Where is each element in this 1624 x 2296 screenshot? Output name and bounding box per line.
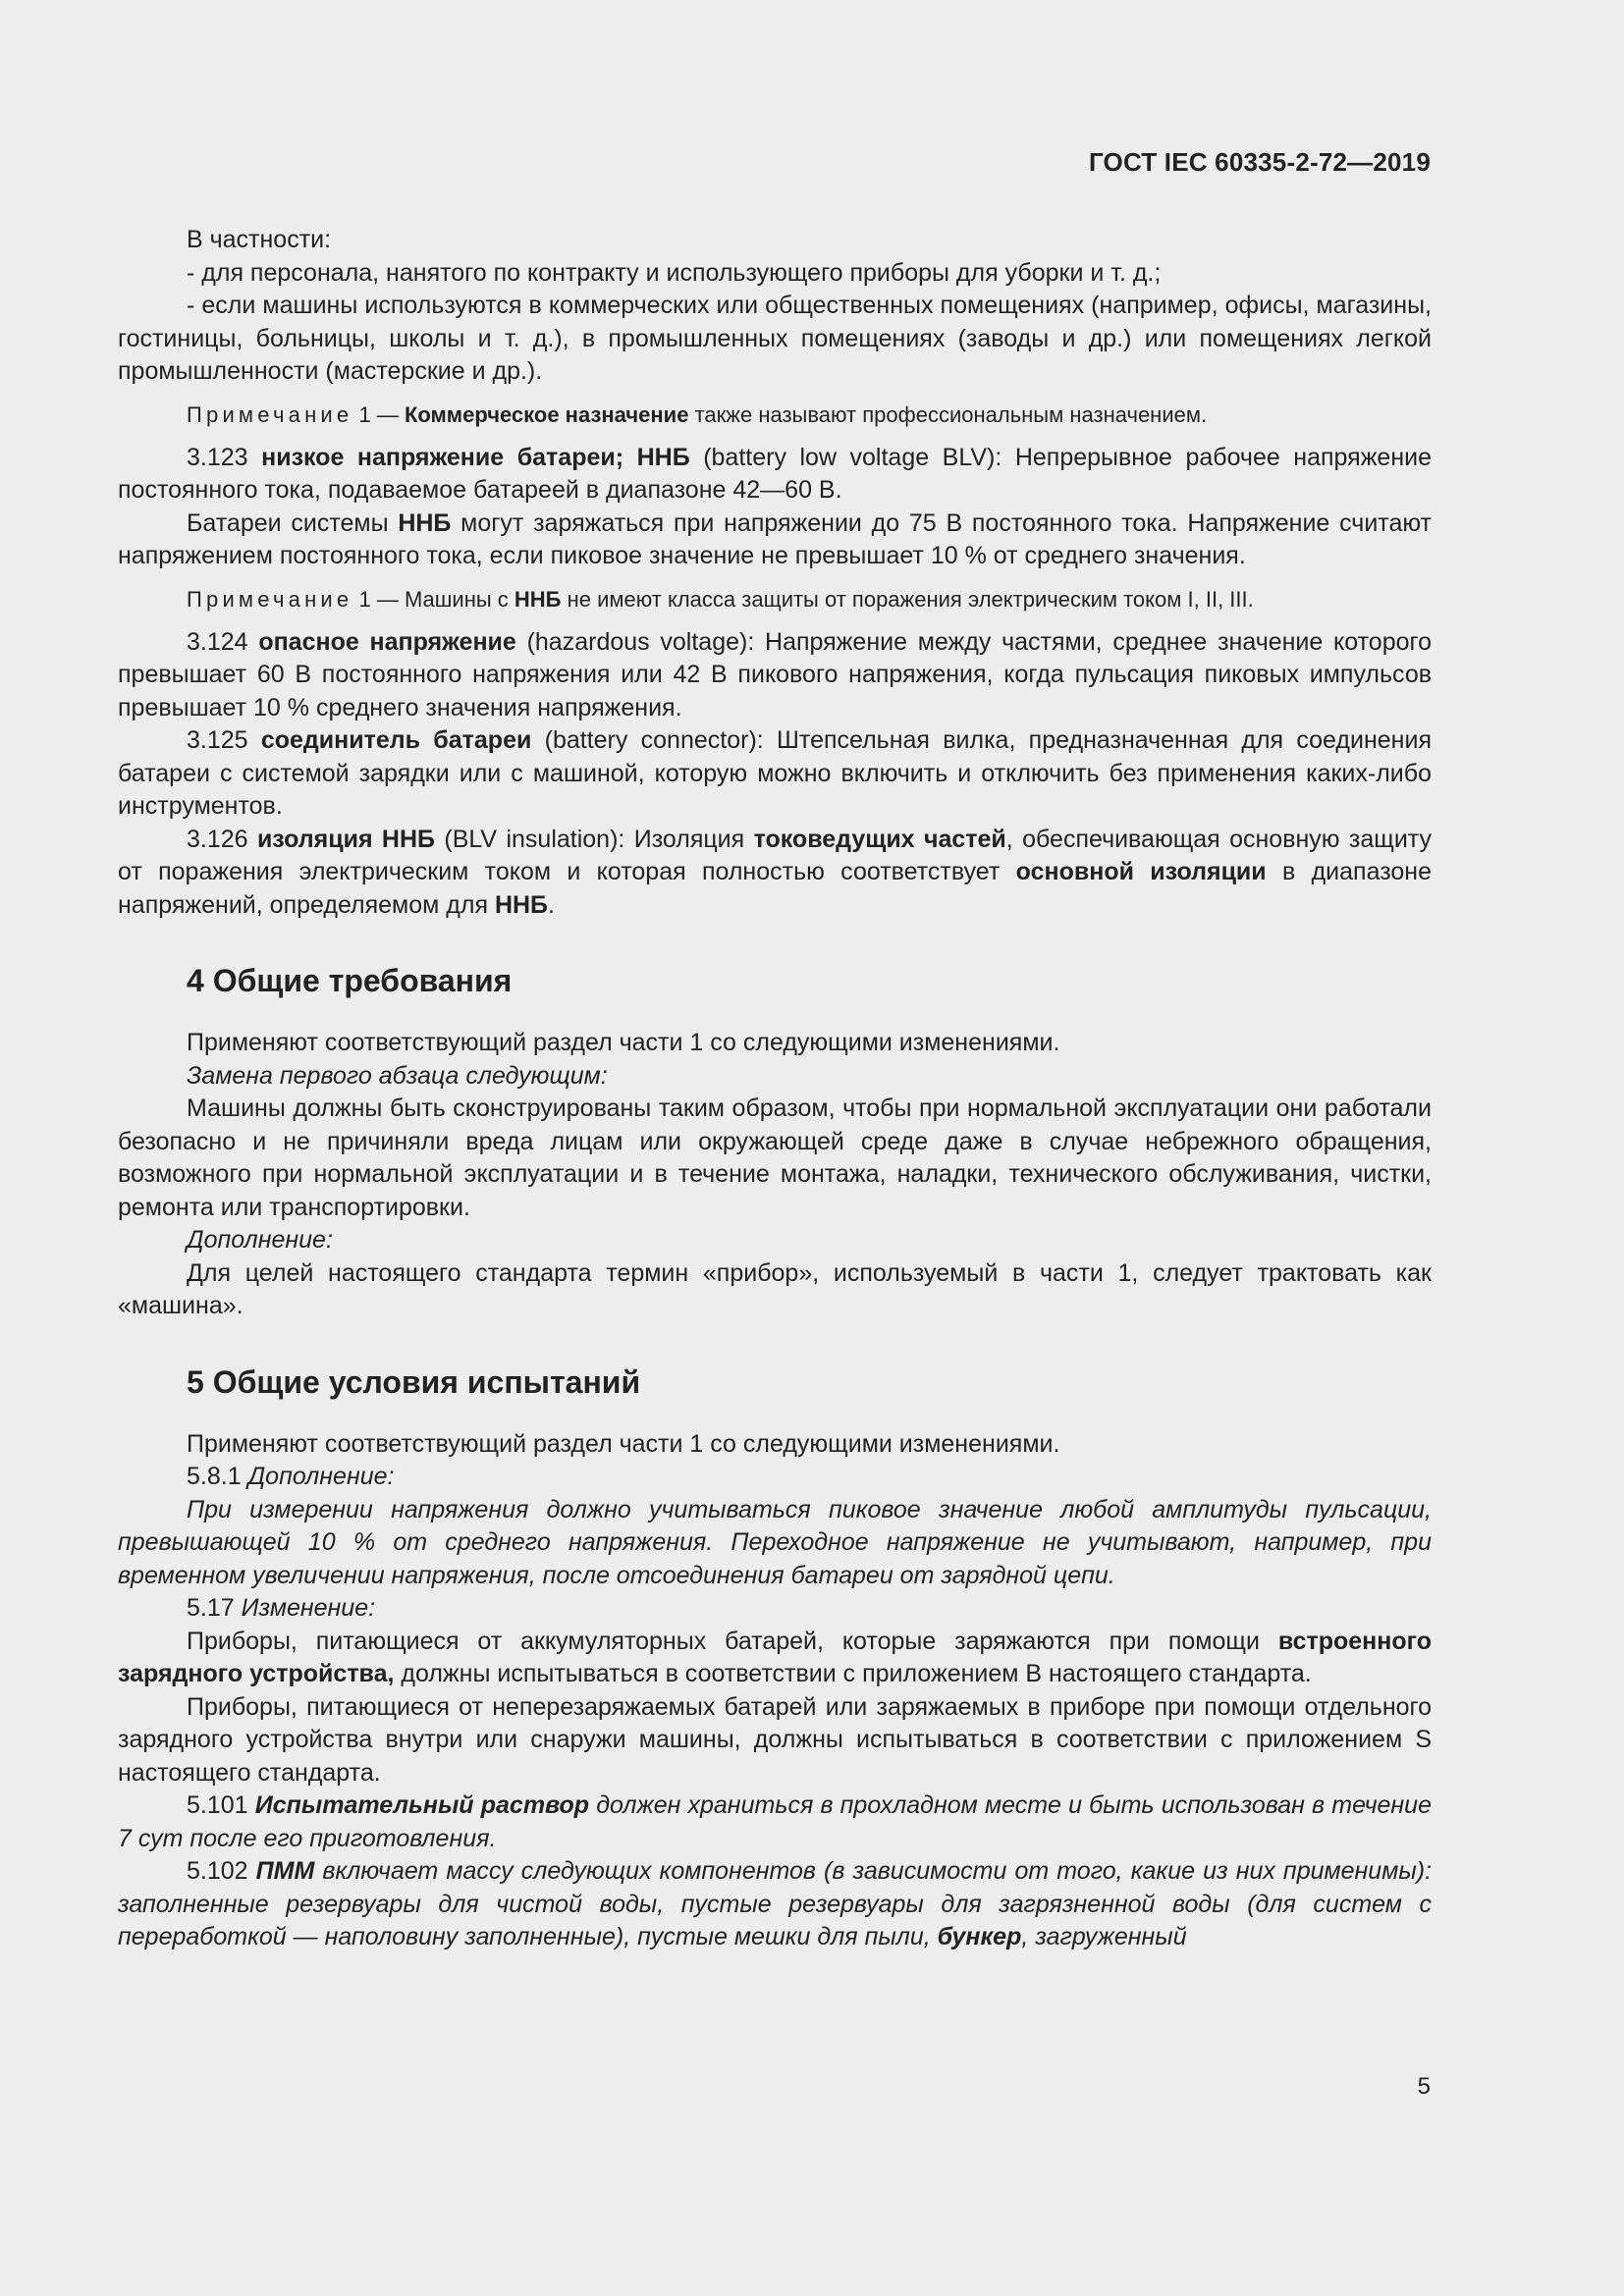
document-id: ГОСТ IEC 60335-2-72—2019 [1088, 147, 1431, 177]
definition-3-126: 3.126 изоляция ННБ (BLV insulation): Изоляция токоведущих частей, обеспечивающая основную защиту от поражения электрическим током и которая полностью соответствует основной изоляции в диапазоне напряжений, определяемом для ННБ. [118, 825, 1433, 919]
intro-bullet-1: - для персонала, нанятого по контракту и использующего приборы для уборки и т. д.; [187, 258, 1162, 287]
definition-3-123: 3.123 низкое напряжение батареи; ННБ (battery low voltage BLV): Непрерывное рабочее напряжение постоянного тока, подаваемое батареей в диапазоне 42—60 В. [118, 443, 1432, 504]
page-number: 5 [1417, 2073, 1431, 2100]
section-4-para-5: Для целей настоящего стандарта термин «прибор», используемый в части 1, следует трактовать как «машина». [118, 1258, 1432, 1319]
definition-3-124: 3.124 опасное напряжение (hazardous voltage): Напряжение между частями, среднее значение которого превышает 60 В постоянного напряжения или 42 В пикового напряжения, когда пульсация пиковых импульсов превышает 10 % среднего значения напряжения. [118, 627, 1432, 721]
clause-5-101: 5.101 Испытательный раствор должен храниться в прохладном месте и быть использован в течение 7 сут после его приготовления. [118, 1791, 1432, 1852]
clause-5-8-1-text: При измерении напряжения должно учитываться пиковое значение любой амплитуды пульсации, превышающей 10 % от среднего напряжения. Переходное напряжение не учитывают, например, при временном увеличении напряжения, после отсоединения батареи от зарядной цепи. [118, 1495, 1432, 1589]
clause-5-17-header: 5.17 Изменение: [187, 1594, 376, 1622]
section-4-para-1: Применяют соответствующий раздел части 1 со следующими изменениями. [187, 1029, 1060, 1056]
clause-5-102: 5.102 ПММ включает массу следующих компонентов (в зависимости от того, какие из них применимы): заполненные резервуары для чистой воды, пустые резервуары для загрязненной воды (для систем с переработкой — наполовину заполненные), пустые мешки для пыли, бункер, загруженный [118, 1857, 1433, 1950]
page-content [118, 224, 1432, 1954]
note-blv: Примечание 1 — Машины с ННБ не имеют класса защиты от поражения электрическим током I, II, III. [187, 586, 1254, 612]
clause-5-17-text: Приборы, питающиеся от аккумуляторных батарей, которые заряжаются при помощи встроенного зарядного устройства, должны испытываться в соответствии с приложением B настоящего стандарта. [118, 1627, 1432, 1687]
section-5-title: 5 Общие условия испытаний [187, 1363, 641, 1400]
intro-line: В частности: [187, 226, 332, 253]
section-4-replacement-label: Замена первого абзаца следующим: [187, 1061, 608, 1090]
definition-3-125: 3.125 соединитель батареи (battery connector): Штепсельная вилка, предназначенная для соединения батареи с системой зарядки или с машиной, которую можно включить и отключить без применения каких-либо инструментов. [118, 726, 1432, 820]
section-5-para-1: Применяют соответствующий раздел части 1 со следующими изменениями. [187, 1429, 1060, 1458]
section-4-para-3: Машины должны быть сконструированы таким образом, чтобы при нормальной эксплуатации они работали безопасно и не причиняли вреда лицам или окружающей среде даже в случае небрежного обращения, возможного при нормальной эксплуатации и в течение монтажа, наладки, технического обслуживания, чистки, ремонта или транспортировки. [118, 1095, 1432, 1221]
clause-5-17-text-2: Приборы, питающиеся от неперезаряжаемых батарей или заряжаемых в приборе при помощи отдельного зарядного устройства внутри или снаружи машины, должны испытываться в соответствии с приложением S настоящего стандарта. [118, 1692, 1432, 1787]
section-4-addition-label: Дополнение: [187, 1226, 333, 1254]
intro-bullet-2: - если машины используются в коммерческих или общественных помещениях (например, офисы, магазины, гостиницы, больницы, школы и т. д.), в промышленных помещениях (заводы и др.) или помещениях легкой промышленности (мастерские и др.). [118, 292, 1432, 385]
section-4-title: 4 Общие требования [187, 963, 513, 998]
definition-3-123-para: Батареи системы ННБ могут заряжаться при напряжении до 75 В постоянного тока. Напряжение считают напряжением постоянного тока, если пиковое значение не превышает 10 % от среднего значения. [118, 508, 1433, 569]
note-commercial: Примечание 1 — Коммерческое назначение также называют профессиональным назначением. [187, 401, 1208, 427]
clause-5-8-1-header: 5.8.1 Дополнение: [187, 1463, 395, 1490]
